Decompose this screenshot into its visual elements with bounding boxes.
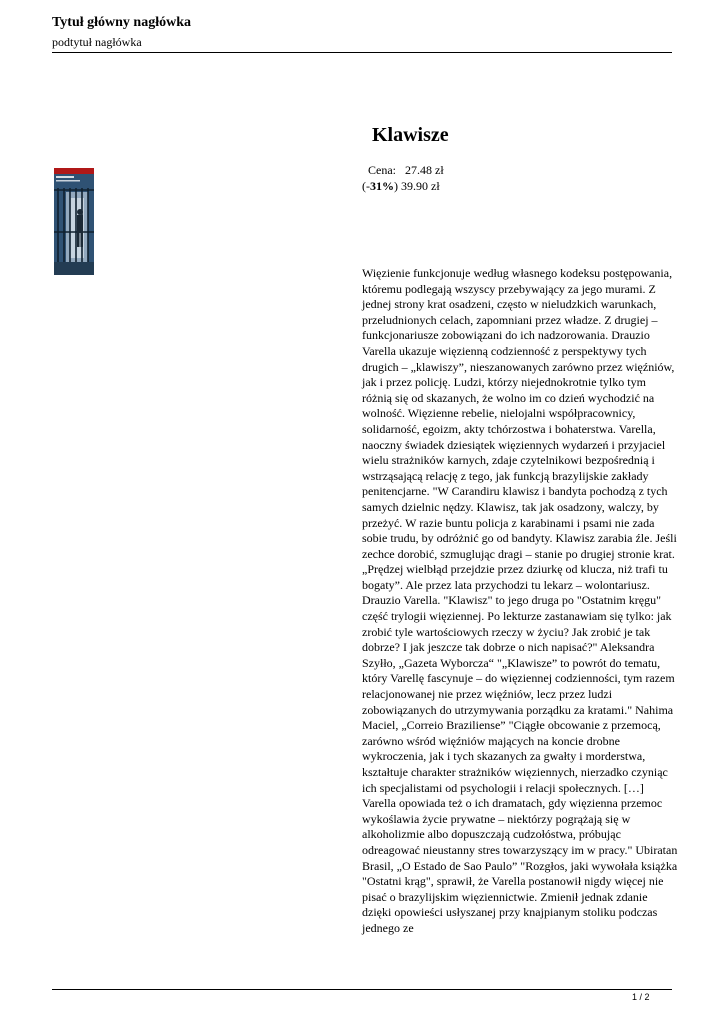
header-divider (52, 52, 672, 53)
old-price: 39.90 zł (401, 179, 440, 193)
price-label: Cena: (368, 163, 396, 177)
discount-percent: 31% (370, 179, 394, 193)
discount-line (362, 178, 440, 194)
header-title: Tytuł główny nagłówka (52, 15, 191, 30)
discount-close: ) (394, 179, 398, 193)
book-title: Klawisze (372, 124, 449, 146)
discount-open: (- (362, 179, 370, 193)
footer-divider (52, 989, 672, 990)
header-subtitle: podtytuł nagłówka (52, 35, 142, 49)
price-line (368, 162, 444, 178)
book-description: Więzienie funkcjonuje według własnego kodeksu postępowania, któremu podlegają wszyscy przebywający za jego murami. Z jednej strony krat osadzeni, często w nieludzkich warunkach, przeludnionych celach, zapomniani przez władze. Z drugiej – funkcjonariusze zobowiązani do ich nadzorowania. Drauzio Varella ukazuje więzienną codzienność z perspektywy tych drugich – „klawiszy”, nieszanowanych zarówno przez więźniów, jak i przez policję. Ludzi, którzy niejednokrotnie tylko tym różnią się od skazanych, że wolno im co dzień wychodzić na wolność. Więzienne rebelie, nielojalni współpracownicy, solidarność, egoizm, akty tchórzostwa i bohaterstwa. Varella, naoczny świadek dziesiątek więziennych wydarzeń i przyjaciel wielu strażników karnych, zdaje czytelnikowi bezpośrednią i wstrząsającą relację z tego, jak funkcją brazylijskie zakłady penitencjarne. "W Carandiru klawisz i bandyta pochodzą z tych samych dzielnic nędzy. Klawisz, tak jak osadzony, walczy, by przeżyć. W razie buntu policja z karabinami i psami nie zada sobie trudu, by odróżnić go od bandyty. Klawisz zarabia źle. Jeśli zechce dorobić, szmuglując dragi – stanie po drugiej stronie krat. „Prędzej wielbłąd przejdzie przez dziurkę od klucza, niż trafi tu bogaty”. Ale przez lata przychodzi tu lekarz – wolontariusz. Drauzio Varella. "Klawisz" to jego druga po "Ostatnim kręgu" część trylogii więziennej. Po lekturze zastanawiam się tylko: jak zrobić tyle wartościowych rzeczy w życiu? Jak zrobić je tak dobrze? I jak jeszcze tak dobrze o nich napisać?" Aleksandra Szyłło, „Gazeta Wyborcza“ "„Klawisze” to powrót do tematu, który Varellę fascynuje – do więziennej codzienności, tym razem relacjonowanej nie przez więźniów, lecz przez ludzi zobowiązanych do utrzymywania porządku za kratami." Nahima Maciel, „Correio Braziliense” "Ciągłe obcowanie z przemocą, zarówno wśród więźniów mających na koncie drobne wykroczenia, jak i tych skazanych za gwałty i morderstwa, kształtuje charakter strażników więziennych, nierzadko czyniąc ich specjalistami od psychologii i relacji społecznych. […] Varella opowiada też o ich dramatach, gdy więzienna przemoc wykoślawia życie prywatne – niektórzy pogrążają się w alkoholizmie albo dopuszczają cudzołóstwa, próbując odreagować nieustanny stres towarzyszący im w pracy." Ubiratan Brasil, „O Estado de Sao Paulo” "Rozgłos, jaki wywołała książka "Ostatni krąg", sprawił, że Varella postanowił nigdy więcej nie pisać o brazylijskim więziennictwie. Zmienił jednak zdanie dzięki opowieści usłyszanej przy knajpianym stoliku podczas jednego ze (362, 266, 678, 935)
page-number: 1 / 2 (632, 992, 650, 1002)
price-value: 27.48 zł (405, 163, 444, 177)
book-cover-image (54, 168, 94, 275)
